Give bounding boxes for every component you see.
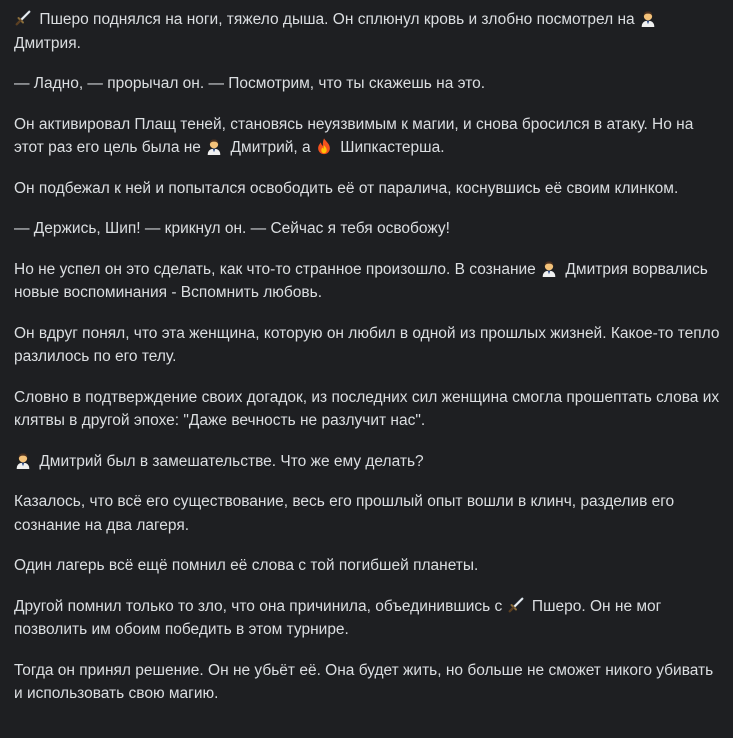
message-text: Он вдруг понял, что эта женщина, которую он любил в одной из прошлых жизней. Какое-то тепло разлилось по его телу. <box>14 324 720 365</box>
message-text: Другой помнил только то зло, что она причинила, объединившись с <box>14 597 507 615</box>
message-text: Пшеро. Он не мог позволить им обоим победить в этом турнире. <box>14 597 662 638</box>
dagger-icon <box>507 596 525 614</box>
message-text: Дмитрия ворвались новые воспоминания - Вспомнить любовь. <box>14 260 708 301</box>
dagger-icon <box>14 9 32 27</box>
message-text: Казалось, что всё его существование, весь его прошлый опыт вошли в клинч, разделив его сознание на два лагеря. <box>14 493 675 534</box>
message-paragraph <box>14 595 721 642</box>
message-text: Дмитрий был в замешательстве. Что же ему делать? <box>39 452 424 470</box>
message-paragraph <box>14 386 721 433</box>
message-paragraph <box>14 217 721 241</box>
message-paragraph <box>14 113 721 160</box>
message-paragraph <box>14 72 721 96</box>
message-text: — Ладно, — прорычал он. — Посмотрим, что ты скажешь на это. <box>14 75 486 92</box>
message-text: Но не успел он это сделать, как что-то странное произошло. В сознание <box>14 260 541 278</box>
person-icon <box>14 451 32 469</box>
message-text: Он подбежал к ней и попытался освободить её от паралича, коснувшись её своим клинком. <box>14 179 679 197</box>
message-paragraph <box>14 490 721 537</box>
message-paragraph <box>14 177 721 201</box>
person-icon <box>205 137 223 155</box>
message-text: Дмитрия. <box>14 34 81 52</box>
message-text: — Держись, Шип! — крикнул он. — Сейчас я тебя освобожу! <box>14 220 450 237</box>
message-paragraph <box>14 322 721 369</box>
fire-icon <box>315 137 333 155</box>
message-paragraph <box>14 554 721 578</box>
message-paragraph <box>14 258 721 305</box>
person-icon <box>540 259 558 277</box>
message-paragraph <box>14 8 721 55</box>
message-text: Тогда он принял решение. Он не убьёт её. Она будет жить, но больше не сможет никого убивать и использовать свою магию. <box>14 661 714 702</box>
person-icon <box>639 9 657 27</box>
message-text: Шипкастерша. <box>340 139 445 156</box>
message-paragraph <box>14 450 721 474</box>
message-paragraph <box>14 659 721 706</box>
message-text: Дмитрий, а <box>230 139 315 156</box>
message-text: Один лагерь всё ещё помнил её слова с той погибшей планеты. <box>14 557 479 574</box>
message-text: Пшеро поднялся на ноги, тяжело дыша. Он сплюнул кровь и злобно посмотрел на <box>39 11 639 28</box>
message-text: Он активировал Плащ теней, становясь неуязвимым к магии, и снова бросился в атаку. Но на этот раз его цель была не <box>14 115 694 156</box>
message-text: Словно в подтверждение своих догадок, из последних сил женщина смогла прошептать слова их клятвы в другой эпохе: "Даже вечность не разлучит нас". <box>14 388 720 429</box>
